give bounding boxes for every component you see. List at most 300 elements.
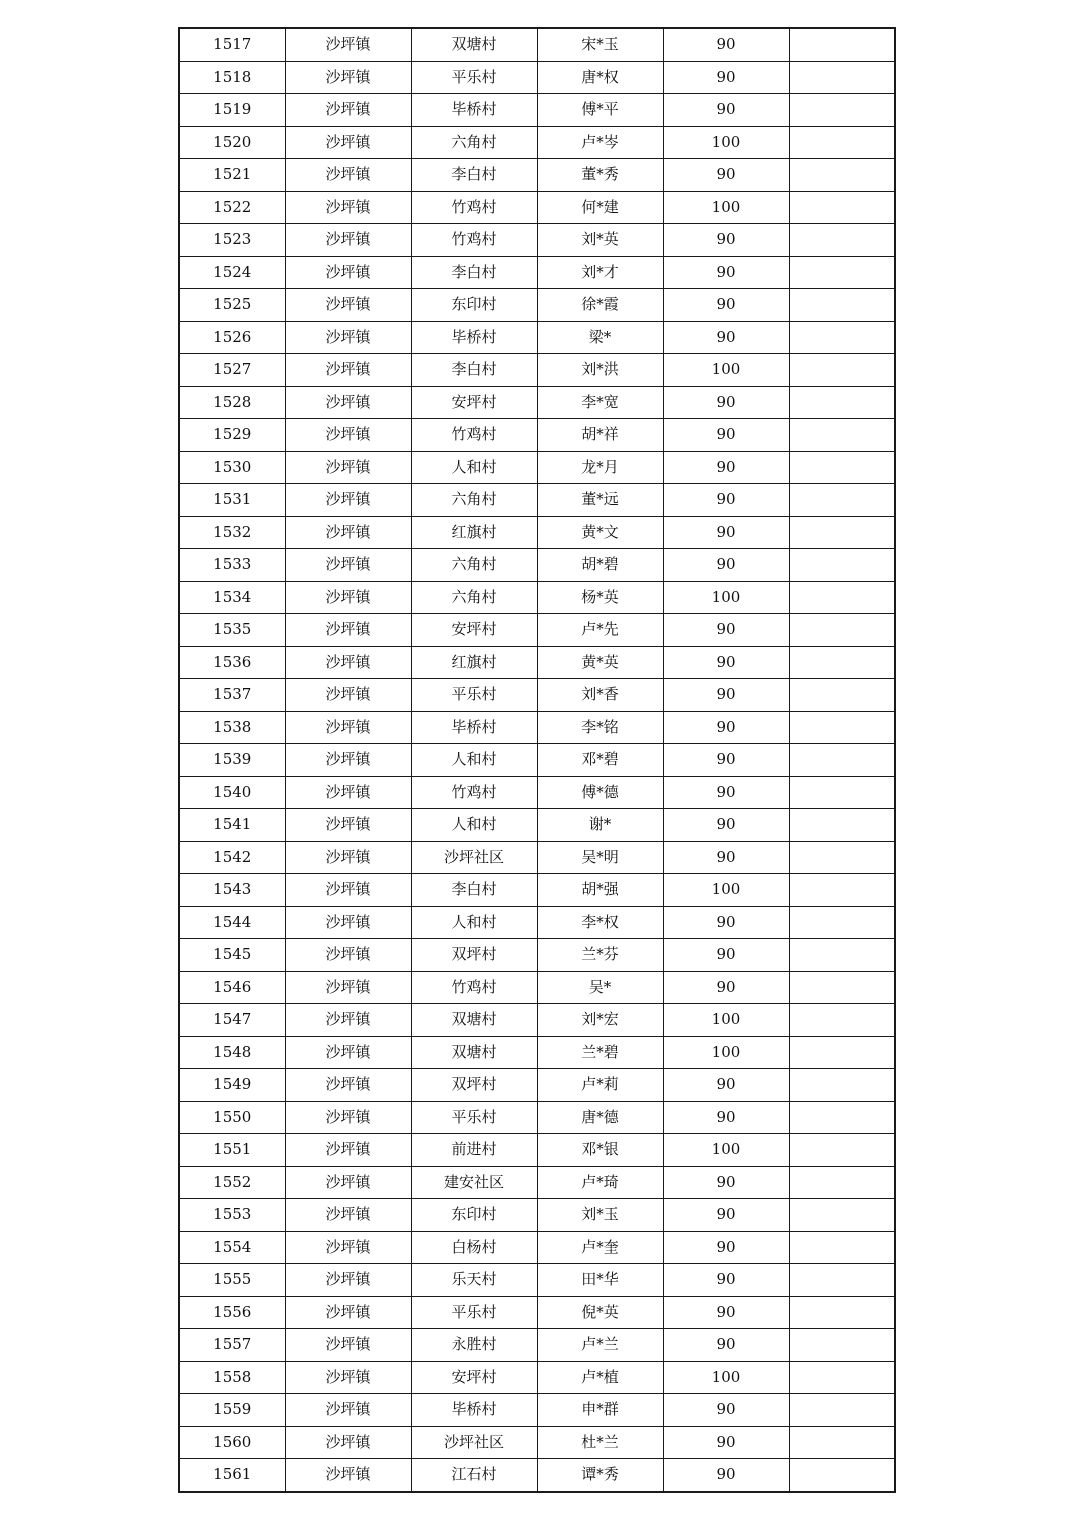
note-cell [789,516,895,549]
town-cell: 沙坪镇 [285,1004,411,1037]
person-name-cell: 唐*权 [537,61,663,94]
note-cell [789,744,895,777]
person-name-cell: 邓*碧 [537,744,663,777]
note-cell [789,1166,895,1199]
table-row [179,224,895,257]
serial-number-cell: 1524 [179,256,285,289]
note-cell [789,1004,895,1037]
person-name-cell: 吴*明 [537,841,663,874]
serial-number-cell: 1525 [179,289,285,322]
serial-number-cell: 1526 [179,321,285,354]
person-name-cell: 卢*植 [537,1361,663,1394]
table-row [179,1166,895,1199]
serial-number-cell: 1523 [179,224,285,257]
town-cell: 沙坪镇 [285,549,411,582]
note-cell [789,1394,895,1427]
town-cell: 沙坪镇 [285,289,411,322]
village-cell: 沙坪社区 [411,841,537,874]
amount-cell: 90 [663,224,789,257]
village-cell: 东印村 [411,289,537,322]
amount-cell: 90 [663,321,789,354]
town-cell: 沙坪镇 [285,1394,411,1427]
amount-cell: 90 [663,776,789,809]
town-cell: 沙坪镇 [285,126,411,159]
village-cell: 李白村 [411,159,537,192]
village-cell: 人和村 [411,744,537,777]
serial-number-cell: 1528 [179,386,285,419]
note-cell [789,646,895,679]
note-cell [789,256,895,289]
serial-number-cell: 1521 [179,159,285,192]
serial-number-cell: 1532 [179,516,285,549]
town-cell: 沙坪镇 [285,744,411,777]
amount-cell: 90 [663,549,789,582]
serial-number-cell: 1518 [179,61,285,94]
table-row [179,1459,895,1492]
table-row [179,1264,895,1297]
town-cell: 沙坪镇 [285,159,411,192]
village-cell: 李白村 [411,874,537,907]
village-cell: 江石村 [411,1459,537,1492]
village-cell: 六角村 [411,581,537,614]
town-cell: 沙坪镇 [285,61,411,94]
amount-cell: 90 [663,1199,789,1232]
person-name-cell: 谢* [537,809,663,842]
town-cell: 沙坪镇 [285,1134,411,1167]
person-name-cell: 邓*银 [537,1134,663,1167]
note-cell [789,224,895,257]
serial-number-cell: 1534 [179,581,285,614]
table-row [179,971,895,1004]
amount-cell: 100 [663,191,789,224]
town-cell: 沙坪镇 [285,321,411,354]
amount-cell: 90 [663,516,789,549]
table-row [179,1296,895,1329]
town-cell: 沙坪镇 [285,581,411,614]
person-name-cell: 梁* [537,321,663,354]
table-row [179,776,895,809]
note-cell [789,1134,895,1167]
town-cell: 沙坪镇 [285,1166,411,1199]
note-cell [789,321,895,354]
village-cell: 安坪村 [411,1361,537,1394]
note-cell [789,809,895,842]
person-name-cell: 刘*洪 [537,354,663,387]
person-name-cell: 卢*先 [537,614,663,647]
amount-cell: 90 [663,289,789,322]
serial-number-cell: 1560 [179,1426,285,1459]
note-cell [789,1459,895,1492]
town-cell: 沙坪镇 [285,1296,411,1329]
amount-cell: 90 [663,94,789,127]
serial-number-cell: 1529 [179,419,285,452]
table-row [179,939,895,972]
person-name-cell: 刘*英 [537,224,663,257]
person-name-cell: 卢*奎 [537,1231,663,1264]
amount-cell: 90 [663,1296,789,1329]
person-name-cell: 宋*玉 [537,28,663,61]
village-cell: 毕桥村 [411,711,537,744]
table-row [179,1004,895,1037]
note-cell [789,159,895,192]
amount-cell: 100 [663,1004,789,1037]
serial-number-cell: 1558 [179,1361,285,1394]
amount-cell: 90 [663,28,789,61]
amount-cell: 90 [663,939,789,972]
note-cell [789,711,895,744]
village-cell: 双坪村 [411,939,537,972]
village-cell: 白杨村 [411,1231,537,1264]
serial-number-cell: 1540 [179,776,285,809]
table-row [179,159,895,192]
amount-cell: 100 [663,874,789,907]
village-cell: 红旗村 [411,646,537,679]
person-name-cell: 黄*文 [537,516,663,549]
table-row [179,874,895,907]
village-cell: 六角村 [411,549,537,582]
serial-number-cell: 1533 [179,549,285,582]
serial-number-cell: 1537 [179,679,285,712]
person-name-cell: 胡*强 [537,874,663,907]
serial-number-cell: 1546 [179,971,285,1004]
town-cell: 沙坪镇 [285,1426,411,1459]
village-cell: 毕桥村 [411,94,537,127]
serial-number-cell: 1536 [179,646,285,679]
note-cell [789,874,895,907]
serial-number-cell: 1544 [179,906,285,939]
town-cell: 沙坪镇 [285,646,411,679]
amount-cell: 90 [663,1069,789,1102]
roster-table-body [179,28,895,1492]
table-row [179,451,895,484]
note-cell [789,1361,895,1394]
table-row [179,386,895,419]
table-row [179,516,895,549]
village-cell: 竹鸡村 [411,224,537,257]
town-cell: 沙坪镇 [285,1329,411,1362]
note-cell [789,1036,895,1069]
town-cell: 沙坪镇 [285,419,411,452]
amount-cell: 90 [663,1394,789,1427]
serial-number-cell: 1551 [179,1134,285,1167]
amount-cell: 90 [663,386,789,419]
table-row [179,191,895,224]
serial-number-cell: 1550 [179,1101,285,1134]
note-cell [789,1231,895,1264]
table-row [179,484,895,517]
amount-cell: 100 [663,354,789,387]
village-cell: 前进村 [411,1134,537,1167]
table-row [179,61,895,94]
person-name-cell: 刘*香 [537,679,663,712]
table-row [179,419,895,452]
amount-cell: 90 [663,679,789,712]
amount-cell: 90 [663,1426,789,1459]
table-row [179,28,895,61]
amount-cell: 90 [663,256,789,289]
note-cell [789,1264,895,1297]
table-row [179,711,895,744]
serial-number-cell: 1545 [179,939,285,972]
town-cell: 沙坪镇 [285,386,411,419]
table-row [179,94,895,127]
person-name-cell: 申*群 [537,1394,663,1427]
note-cell [789,971,895,1004]
person-name-cell: 田*华 [537,1264,663,1297]
note-cell [789,581,895,614]
village-cell: 安坪村 [411,386,537,419]
amount-cell: 90 [663,1231,789,1264]
roster-table-container [178,27,894,1493]
note-cell [789,776,895,809]
village-cell: 平乐村 [411,679,537,712]
serial-number-cell: 1554 [179,1231,285,1264]
village-cell: 双塘村 [411,1036,537,1069]
table-row [179,1426,895,1459]
person-name-cell: 徐*霞 [537,289,663,322]
village-cell: 双坪村 [411,1069,537,1102]
person-name-cell: 刘*才 [537,256,663,289]
town-cell: 沙坪镇 [285,1264,411,1297]
serial-number-cell: 1538 [179,711,285,744]
town-cell: 沙坪镇 [285,354,411,387]
town-cell: 沙坪镇 [285,906,411,939]
person-name-cell: 傅*平 [537,94,663,127]
table-row [179,549,895,582]
town-cell: 沙坪镇 [285,776,411,809]
person-name-cell: 谭*秀 [537,1459,663,1492]
town-cell: 沙坪镇 [285,94,411,127]
town-cell: 沙坪镇 [285,841,411,874]
amount-cell: 90 [663,1264,789,1297]
note-cell [789,386,895,419]
amount-cell: 90 [663,484,789,517]
amount-cell: 90 [663,1166,789,1199]
note-cell [789,1329,895,1362]
table-row [179,1329,895,1362]
village-cell: 人和村 [411,906,537,939]
note-cell [789,126,895,159]
serial-number-cell: 1522 [179,191,285,224]
table-row [179,809,895,842]
table-row [179,289,895,322]
amount-cell: 90 [663,159,789,192]
table-row [179,841,895,874]
village-cell: 人和村 [411,451,537,484]
town-cell: 沙坪镇 [285,224,411,257]
person-name-cell: 李*宽 [537,386,663,419]
note-cell [789,451,895,484]
town-cell: 沙坪镇 [285,451,411,484]
note-cell [789,289,895,322]
note-cell [789,191,895,224]
person-name-cell: 卢*莉 [537,1069,663,1102]
serial-number-cell: 1543 [179,874,285,907]
serial-number-cell: 1535 [179,614,285,647]
town-cell: 沙坪镇 [285,28,411,61]
person-name-cell: 胡*祥 [537,419,663,452]
amount-cell: 90 [663,1329,789,1362]
amount-cell: 90 [663,1459,789,1492]
serial-number-cell: 1559 [179,1394,285,1427]
note-cell [789,614,895,647]
amount-cell: 100 [663,1036,789,1069]
village-cell: 沙坪社区 [411,1426,537,1459]
town-cell: 沙坪镇 [285,1101,411,1134]
person-name-cell: 杨*英 [537,581,663,614]
person-name-cell: 兰*芬 [537,939,663,972]
amount-cell: 90 [663,744,789,777]
person-name-cell: 卢*琦 [537,1166,663,1199]
amount-cell: 90 [663,419,789,452]
town-cell: 沙坪镇 [285,1231,411,1264]
note-cell [789,679,895,712]
town-cell: 沙坪镇 [285,484,411,517]
person-name-cell: 卢*岑 [537,126,663,159]
serial-number-cell: 1555 [179,1264,285,1297]
table-row [179,646,895,679]
table-row [179,1134,895,1167]
note-cell [789,1101,895,1134]
serial-number-cell: 1541 [179,809,285,842]
note-cell [789,906,895,939]
table-row [179,679,895,712]
amount-cell: 90 [663,809,789,842]
note-cell [789,939,895,972]
village-cell: 毕桥村 [411,1394,537,1427]
note-cell [789,841,895,874]
note-cell [789,484,895,517]
serial-number-cell: 1552 [179,1166,285,1199]
person-name-cell: 董*远 [537,484,663,517]
table-row [179,354,895,387]
person-name-cell: 李*铭 [537,711,663,744]
note-cell [789,94,895,127]
table-row [179,126,895,159]
amount-cell: 90 [663,971,789,1004]
town-cell: 沙坪镇 [285,1199,411,1232]
serial-number-cell: 1539 [179,744,285,777]
note-cell [789,354,895,387]
table-row [179,1231,895,1264]
village-cell: 李白村 [411,256,537,289]
serial-number-cell: 1530 [179,451,285,484]
note-cell [789,1069,895,1102]
village-cell: 竹鸡村 [411,776,537,809]
person-name-cell: 吴* [537,971,663,1004]
person-name-cell: 何*建 [537,191,663,224]
roster-table [178,27,896,1493]
table-row [179,906,895,939]
person-name-cell: 刘*宏 [537,1004,663,1037]
table-row [179,1069,895,1102]
town-cell: 沙坪镇 [285,971,411,1004]
note-cell [789,1199,895,1232]
note-cell [789,549,895,582]
village-cell: 平乐村 [411,1101,537,1134]
serial-number-cell: 1561 [179,1459,285,1492]
serial-number-cell: 1542 [179,841,285,874]
town-cell: 沙坪镇 [285,516,411,549]
village-cell: 双塘村 [411,28,537,61]
table-row [179,1361,895,1394]
amount-cell: 90 [663,841,789,874]
person-name-cell: 李*权 [537,906,663,939]
town-cell: 沙坪镇 [285,191,411,224]
serial-number-cell: 1520 [179,126,285,159]
town-cell: 沙坪镇 [285,679,411,712]
town-cell: 沙坪镇 [285,614,411,647]
serial-number-cell: 1548 [179,1036,285,1069]
village-cell: 六角村 [411,484,537,517]
serial-number-cell: 1517 [179,28,285,61]
serial-number-cell: 1547 [179,1004,285,1037]
village-cell: 安坪村 [411,614,537,647]
village-cell: 竹鸡村 [411,971,537,1004]
person-name-cell: 倪*英 [537,1296,663,1329]
serial-number-cell: 1519 [179,94,285,127]
amount-cell: 90 [663,711,789,744]
village-cell: 毕桥村 [411,321,537,354]
village-cell: 红旗村 [411,516,537,549]
amount-cell: 100 [663,1134,789,1167]
amount-cell: 90 [663,451,789,484]
town-cell: 沙坪镇 [285,1036,411,1069]
person-name-cell: 刘*玉 [537,1199,663,1232]
serial-number-cell: 1553 [179,1199,285,1232]
amount-cell: 90 [663,614,789,647]
person-name-cell: 兰*碧 [537,1036,663,1069]
table-row [179,321,895,354]
town-cell: 沙坪镇 [285,711,411,744]
table-row [179,1394,895,1427]
serial-number-cell: 1531 [179,484,285,517]
serial-number-cell: 1557 [179,1329,285,1362]
table-row [179,1199,895,1232]
serial-number-cell: 1549 [179,1069,285,1102]
person-name-cell: 卢*兰 [537,1329,663,1362]
amount-cell: 100 [663,581,789,614]
note-cell [789,1426,895,1459]
note-cell [789,419,895,452]
village-cell: 双塘村 [411,1004,537,1037]
note-cell [789,61,895,94]
person-name-cell: 黄*英 [537,646,663,679]
town-cell: 沙坪镇 [285,1361,411,1394]
note-cell [789,1296,895,1329]
table-row [179,256,895,289]
town-cell: 沙坪镇 [285,874,411,907]
village-cell: 平乐村 [411,1296,537,1329]
person-name-cell: 胡*碧 [537,549,663,582]
table-row [179,581,895,614]
person-name-cell: 董*秀 [537,159,663,192]
village-cell: 竹鸡村 [411,419,537,452]
village-cell: 东印村 [411,1199,537,1232]
town-cell: 沙坪镇 [285,939,411,972]
village-cell: 竹鸡村 [411,191,537,224]
amount-cell: 100 [663,126,789,159]
table-row [179,744,895,777]
village-cell: 人和村 [411,809,537,842]
table-row [179,614,895,647]
town-cell: 沙坪镇 [285,809,411,842]
village-cell: 建安社区 [411,1166,537,1199]
person-name-cell: 杜*兰 [537,1426,663,1459]
serial-number-cell: 1556 [179,1296,285,1329]
table-row [179,1101,895,1134]
serial-number-cell: 1527 [179,354,285,387]
